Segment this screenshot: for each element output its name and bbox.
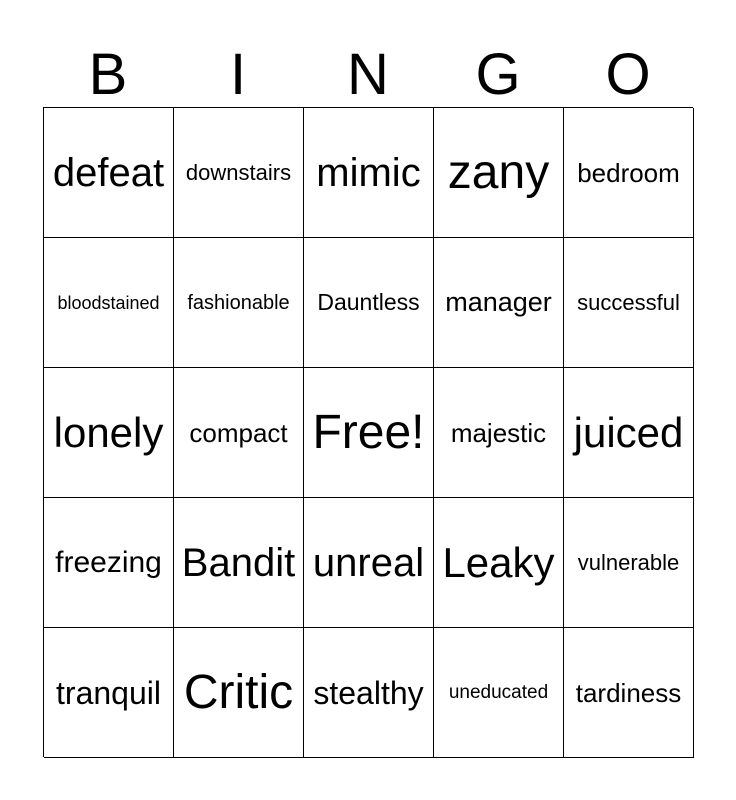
header-letter-b: B <box>88 42 128 107</box>
bingo-board <box>43 107 693 757</box>
bingo-cell: stealthy <box>304 628 434 758</box>
bingo-cell: downstairs <box>174 108 304 238</box>
bingo-cell: Dauntless <box>304 238 434 368</box>
header-letter-n: N <box>347 42 389 107</box>
bingo-cell: mimic <box>304 108 434 238</box>
bingo-header <box>43 44 693 106</box>
header-letter-i: I <box>229 42 247 107</box>
bingo-cell: tardiness <box>564 628 694 758</box>
free-space-cell: Free! <box>304 368 434 498</box>
bingo-cell: tranquil <box>44 628 174 758</box>
bingo-cell: bedroom <box>564 108 694 238</box>
bingo-cell: freezing <box>44 498 174 628</box>
bingo-cell: Bandit <box>174 498 304 628</box>
bingo-cell: majestic <box>434 368 564 498</box>
bingo-cell: uneducated <box>434 628 564 758</box>
bingo-cell: bloodstained <box>44 238 174 368</box>
bingo-cell: vulnerable <box>564 498 694 628</box>
bingo-cell: manager <box>434 238 564 368</box>
bingo-cell: successful <box>564 238 694 368</box>
bingo-cell: zany <box>434 108 564 238</box>
bingo-cell: juiced <box>564 368 694 498</box>
bingo-cell: compact <box>174 368 304 498</box>
header-letter-o: O <box>605 42 651 107</box>
bingo-cell: fashionable <box>174 238 304 368</box>
bingo-cell: defeat <box>44 108 174 238</box>
bingo-cell: Critic <box>174 628 304 758</box>
header-letter-g: G <box>475 42 521 107</box>
bingo-cell: Leaky <box>434 498 564 628</box>
bingo-cell: unreal <box>304 498 434 628</box>
bingo-cell: lonely <box>44 368 174 498</box>
